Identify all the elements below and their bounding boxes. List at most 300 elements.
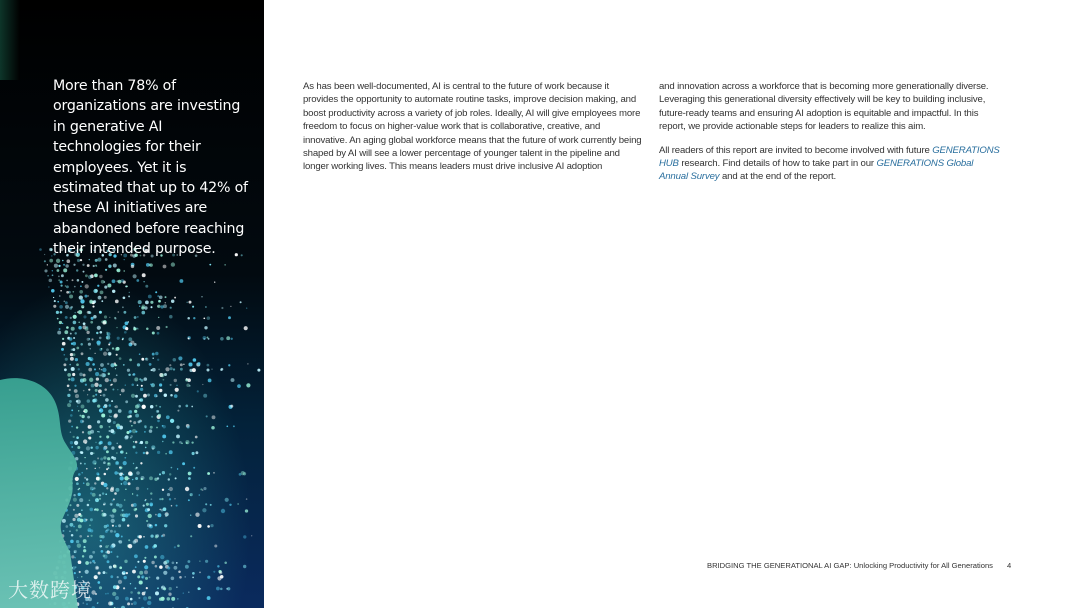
data-stream-dot: [108, 264, 111, 267]
data-stream-dot: [116, 374, 118, 376]
data-stream-dot: [107, 283, 111, 287]
data-stream-dot: [72, 291, 74, 293]
data-stream-dot: [78, 410, 79, 411]
data-stream-dot: [231, 378, 235, 382]
data-stream-dot: [179, 576, 182, 579]
data-stream-dot: [101, 545, 102, 546]
data-stream-dot: [106, 435, 109, 438]
data-stream-dot: [220, 337, 224, 341]
data-stream-dot: [130, 598, 133, 601]
data-stream-dot: [101, 550, 104, 553]
data-stream-dot: [116, 556, 118, 558]
data-stream-dot: [69, 523, 73, 527]
data-stream-dot: [74, 286, 76, 288]
data-stream-dot: [99, 498, 101, 500]
data-stream-dot: [170, 384, 172, 386]
data-stream-dot: [68, 378, 70, 380]
data-stream-dot: [98, 572, 101, 575]
data-stream-dot: [110, 429, 114, 433]
generations-survey-link[interactable]: GENERATIONS Global Annual Survey: [659, 158, 974, 183]
page-footer: [707, 561, 1012, 570]
data-stream-dot: [221, 307, 223, 309]
data-stream-dot: [69, 389, 71, 391]
data-stream-dot: [84, 477, 86, 479]
data-stream-dot: [219, 571, 222, 574]
data-stream-dot: [97, 581, 100, 584]
data-stream-dot: [93, 452, 94, 453]
data-stream-dot: [80, 451, 83, 454]
data-stream-dot: [162, 441, 163, 442]
data-stream-dot: [60, 290, 62, 292]
data-stream-dot: [113, 264, 117, 268]
data-stream-dot: [135, 477, 138, 480]
data-stream-dot: [81, 281, 83, 283]
data-stream-dot: [70, 357, 74, 361]
data-stream-dot: [95, 508, 97, 510]
data-stream-dot: [144, 377, 148, 381]
data-stream-dot: [66, 285, 69, 288]
data-stream-dot: [124, 270, 125, 271]
data-stream-dot: [76, 347, 79, 350]
data-stream-dot: [63, 264, 65, 266]
data-stream-dot: [198, 587, 201, 590]
data-stream-dot: [60, 284, 62, 286]
data-stream-dot: [83, 378, 87, 382]
data-stream-dot: [123, 576, 126, 579]
data-stream-dot: [87, 504, 90, 507]
data-stream-dot: [80, 515, 83, 518]
data-stream-dot: [60, 311, 63, 314]
data-stream-dot: [139, 420, 141, 422]
data-stream-dot: [77, 279, 80, 282]
data-stream-dot: [144, 565, 148, 569]
data-stream-dot: [99, 374, 101, 376]
data-stream-dot: [224, 562, 227, 565]
data-stream-dot: [204, 326, 207, 329]
data-stream-dot: [118, 580, 122, 584]
data-stream-dot: [76, 363, 79, 366]
data-stream-dot: [103, 394, 106, 397]
data-stream-dot: [116, 327, 117, 328]
data-stream-dot: [69, 530, 71, 532]
data-stream-dot: [135, 395, 138, 398]
data-stream-dot: [174, 394, 178, 398]
data-stream-dot: [177, 545, 180, 548]
data-stream-dot: [152, 331, 155, 334]
data-stream-dot: [99, 275, 102, 278]
data-stream-dot: [141, 379, 144, 382]
data-stream-dot: [82, 264, 84, 266]
data-stream-dot: [67, 514, 69, 516]
data-stream-dot: [228, 364, 230, 366]
data-stream-dot: [162, 534, 165, 537]
data-stream-dot: [71, 377, 75, 381]
data-stream-dot: [76, 529, 78, 531]
data-stream-dot: [71, 409, 73, 411]
data-stream-dot: [107, 419, 111, 423]
data-stream-dot: [136, 279, 139, 282]
data-stream-dot: [81, 415, 84, 418]
data-stream-dot: [103, 352, 107, 356]
data-stream-dot: [159, 389, 162, 392]
data-stream-dot: [162, 597, 164, 599]
data-stream-dot: [127, 602, 130, 605]
data-stream-dot: [69, 294, 73, 298]
data-stream-dot: [188, 472, 190, 474]
data-stream-dot: [130, 435, 132, 437]
data-stream-dot: [88, 368, 92, 372]
data-stream-dot: [178, 356, 182, 360]
data-stream-dot: [165, 302, 166, 303]
data-stream-dot: [185, 405, 188, 408]
data-stream-dot: [149, 263, 153, 267]
data-stream-dot: [205, 306, 207, 308]
data-stream-dot: [115, 300, 119, 304]
data-stream-dot: [86, 326, 89, 329]
data-stream-dot: [126, 286, 128, 288]
data-stream-dot: [90, 348, 91, 349]
data-stream-dot: [95, 498, 99, 502]
data-stream-dot: [91, 535, 93, 537]
data-stream-dot: [151, 416, 153, 418]
data-stream-dot: [110, 503, 113, 506]
data-stream-dot: [144, 431, 146, 433]
data-stream-dot: [103, 555, 107, 559]
data-stream-dot: [71, 446, 73, 448]
data-stream-dot: [151, 498, 153, 500]
data-stream-dot: [143, 281, 144, 282]
data-stream-dot: [113, 498, 115, 500]
data-stream-dot: [186, 302, 188, 304]
data-stream-dot: [176, 586, 178, 588]
data-stream-dot: [59, 321, 62, 324]
data-stream-dot: [139, 306, 140, 307]
data-stream-dot: [156, 395, 158, 397]
data-stream-dot: [44, 269, 47, 272]
data-stream-dot: [237, 503, 238, 504]
data-stream-dot: [151, 561, 154, 564]
data-stream-dot: [67, 385, 70, 388]
data-stream-dot: [149, 524, 151, 526]
data-stream-dot: [117, 269, 121, 273]
data-stream-dot: [134, 508, 137, 511]
data-stream-dot: [121, 279, 124, 282]
data-stream-dot: [69, 400, 72, 403]
data-stream-dot: [108, 467, 110, 469]
data-stream-dot: [170, 419, 174, 423]
data-stream-dot: [137, 316, 139, 318]
data-stream-dot: [115, 368, 116, 369]
data-stream-dot: [108, 463, 110, 465]
data-stream-dot: [70, 431, 72, 433]
data-stream-dot: [79, 415, 81, 417]
data-stream-dot: [136, 494, 138, 496]
data-stream-dot: [134, 410, 137, 413]
data-stream-dot: [103, 406, 105, 408]
data-stream-dot: [155, 524, 158, 527]
data-stream-dot: [63, 354, 65, 356]
data-stream-dot: [206, 415, 208, 417]
data-stream-dot: [88, 295, 89, 296]
data-stream-dot: [145, 285, 148, 288]
data-stream-dot: [156, 577, 159, 580]
data-stream-dot: [157, 513, 161, 517]
data-stream-dot: [93, 265, 95, 267]
data-stream-dot: [176, 562, 178, 564]
data-stream-dot: [175, 477, 177, 479]
data-stream-dot: [231, 338, 233, 340]
data-stream-dot: [103, 456, 106, 459]
data-stream-dot: [195, 451, 198, 454]
data-stream-dot: [74, 312, 75, 313]
data-stream-dot: [150, 301, 153, 304]
data-stream-dot: [73, 526, 75, 528]
data-stream-dot: [109, 317, 110, 318]
data-stream-dot: [130, 341, 134, 345]
data-stream-dot: [134, 316, 137, 319]
data-stream-dot: [128, 337, 132, 341]
data-stream-dot: [169, 473, 171, 475]
data-stream-dot: [73, 518, 76, 521]
data-stream-dot: [107, 333, 109, 335]
data-stream-dot: [96, 377, 99, 380]
data-stream-dot: [65, 525, 68, 528]
data-stream-dot: [124, 457, 126, 459]
data-stream-dot: [123, 311, 126, 314]
data-stream-dot: [128, 321, 129, 322]
data-stream-dot: [127, 369, 130, 372]
data-stream-dot: [189, 385, 191, 387]
data-stream-dot: [133, 503, 137, 507]
data-stream-dot: [107, 560, 110, 563]
data-stream-dot: [143, 452, 145, 454]
data-stream-dot: [173, 566, 177, 570]
data-stream-dot: [123, 364, 125, 366]
data-stream-dot: [226, 425, 228, 427]
data-stream-dot: [102, 368, 106, 372]
data-stream-dot: [89, 524, 91, 526]
data-stream-dot: [72, 342, 76, 346]
data-stream-dot: [83, 322, 86, 325]
data-stream-dot: [86, 603, 88, 605]
data-stream-dot: [201, 296, 202, 297]
data-stream-dot: [192, 572, 195, 575]
data-stream-dot: [173, 368, 175, 370]
data-stream-dot: [129, 420, 131, 422]
data-stream-dot: [138, 300, 142, 304]
data-stream-dot: [155, 534, 157, 536]
data-stream-dot: [97, 603, 98, 604]
data-stream-dot: [112, 525, 114, 527]
data-stream-dot: [39, 248, 42, 251]
data-stream-dot: [59, 328, 61, 330]
data-stream-dot: [76, 504, 79, 507]
data-stream-dot: [141, 311, 145, 315]
data-stream-dot: [141, 575, 144, 578]
data-stream-dot: [122, 306, 124, 308]
data-stream-dot: [125, 400, 128, 403]
data-stream-dot: [95, 442, 97, 444]
data-stream-dot: [140, 462, 142, 464]
data-stream-dot: [246, 383, 250, 387]
data-stream-dot: [74, 441, 78, 445]
data-stream-dot: [228, 316, 231, 319]
data-stream-dot: [76, 400, 80, 404]
data-stream-dot: [79, 571, 81, 573]
data-stream-dot: [90, 518, 93, 521]
data-stream-dot: [54, 264, 58, 268]
data-stream-dot: [179, 279, 183, 283]
data-stream-dot: [133, 601, 137, 605]
data-stream-dot: [104, 525, 107, 528]
paragraph-text: research. Find details of how to take part in our: [678, 158, 877, 170]
data-stream-dot: [122, 338, 124, 340]
data-stream-dot: [89, 508, 93, 512]
data-stream-dot: [157, 410, 159, 412]
data-stream-dot: [125, 489, 126, 490]
data-stream-dot: [64, 368, 67, 371]
data-stream-dot: [58, 265, 60, 267]
data-stream-dot: [52, 274, 54, 276]
data-stream-dot: [169, 587, 172, 590]
data-stream-dot: [103, 503, 106, 506]
data-stream-dot: [163, 507, 167, 511]
data-stream-dot: [79, 498, 83, 502]
generations-hub-link[interactable]: GENERATIONS HUB: [659, 144, 1000, 170]
data-stream-dot: [71, 367, 75, 371]
data-stream-dot: [174, 297, 176, 299]
data-stream-dot: [185, 565, 189, 569]
data-stream-dot: [90, 452, 93, 455]
data-stream-dot: [114, 492, 117, 495]
data-stream-dot: [111, 519, 115, 523]
data-stream-dot: [100, 291, 104, 295]
data-stream-dot: [63, 268, 67, 272]
data-stream-dot: [74, 514, 78, 518]
data-stream-dot: [119, 357, 122, 360]
data-stream-dot: [131, 603, 133, 605]
footer-title: BRIDGING THE GENERATIONAL AI GAP: Unlocking Productivity for All Generations: [707, 561, 993, 570]
data-stream-dot: [67, 373, 71, 377]
data-stream-dot: [83, 539, 87, 543]
data-stream-dot: [83, 315, 86, 318]
data-stream-dot: [88, 275, 92, 279]
data-stream-dot: [120, 467, 122, 469]
data-stream-dot: [145, 545, 149, 549]
data-stream-dot: [82, 420, 84, 422]
data-stream-dot: [240, 301, 242, 303]
data-stream-dot: [144, 500, 145, 501]
data-stream-dot: [144, 557, 146, 559]
data-stream-dot: [111, 446, 114, 449]
data-stream-dot: [98, 431, 100, 433]
data-stream-dot: [49, 279, 53, 283]
data-stream-dot: [171, 467, 173, 469]
data-stream-dot: [112, 389, 114, 391]
data-stream-dot: [57, 301, 59, 303]
data-stream-dot: [87, 264, 90, 267]
data-stream-dot: [134, 554, 138, 558]
data-stream-dot: [94, 575, 98, 579]
data-stream-dot: [159, 498, 161, 500]
data-stream-dot: [99, 410, 100, 411]
data-stream-dot: [131, 394, 135, 398]
data-stream-dot: [165, 367, 169, 371]
data-stream-dot: [128, 295, 130, 297]
data-stream-dot: [185, 487, 189, 491]
data-stream-dot: [172, 441, 174, 443]
data-stream-dot: [171, 597, 175, 601]
data-stream-dot: [205, 560, 208, 563]
data-stream-dot: [70, 317, 72, 319]
data-stream-dot: [77, 544, 81, 548]
data-stream-dot: [109, 426, 111, 428]
data-stream-dot: [178, 571, 181, 574]
data-stream-dot: [169, 487, 173, 491]
data-stream-dot: [58, 276, 60, 278]
data-stream-dot: [199, 572, 201, 574]
data-stream-dot: [75, 394, 79, 398]
data-stream-dot: [94, 383, 98, 387]
data-stream-dot: [190, 515, 191, 516]
data-stream-dot: [137, 384, 139, 386]
data-stream-dot: [157, 359, 159, 361]
data-stream-dot: [108, 409, 112, 413]
data-stream-dot: [77, 406, 78, 407]
data-stream-dot: [85, 284, 89, 288]
data-stream-dot: [129, 359, 132, 362]
data-stream-dot: [87, 416, 90, 419]
data-stream-dot: [120, 476, 124, 480]
data-stream-dot: [113, 585, 117, 589]
data-stream-dot: [163, 265, 167, 269]
data-stream-dot: [62, 260, 64, 262]
data-stream-dot: [132, 493, 133, 494]
data-stream-dot: [54, 300, 56, 302]
data-stream-dot: [135, 441, 138, 444]
data-stream-dot: [198, 362, 201, 365]
data-stream-dot: [191, 406, 193, 408]
data-stream-dot: [162, 425, 164, 427]
data-stream-dot: [68, 419, 71, 422]
data-stream-dot: [85, 274, 88, 277]
data-stream-dot: [112, 592, 116, 596]
data-stream-dot: [149, 502, 153, 506]
data-stream-dot: [190, 493, 193, 496]
data-stream-dot: [105, 378, 109, 382]
data-stream-dot: [81, 405, 85, 409]
data-stream-dot: [133, 540, 137, 544]
data-stream-dot: [44, 254, 45, 255]
data-stream-dot: [210, 524, 213, 527]
data-stream-dot: [167, 493, 170, 496]
body-paragraph-1: As has been well-documented, AI is central to the future of work because it provides the opportunity to automate routine tasks, improve decision making, and boost productivity across a variety of job roles. Ideally, AI will give employees more freedom to focus on higher-value work that is collaborative, creative, and innovative. An aging global workforce means that the future of work currently being shaped by AI will see a lower percentage of younger talent in the pipeline and longer working lives. This means leaders must drive inclusive AI adoption: [303, 81, 642, 173]
data-stream-dot: [115, 488, 119, 492]
data-stream-dot: [229, 504, 231, 506]
data-stream-dot: [167, 567, 170, 570]
data-stream-dot: [123, 587, 125, 589]
data-stream-dot: [72, 566, 75, 569]
data-stream-dot: [168, 478, 170, 480]
data-stream-dot: [76, 436, 79, 439]
data-stream-dot: [128, 373, 131, 376]
data-stream-dot: [205, 503, 207, 505]
data-stream-dot: [110, 530, 113, 533]
data-stream-dot: [108, 601, 112, 605]
data-stream-dot: [80, 519, 84, 523]
data-stream-dot: [107, 593, 109, 595]
data-stream-dot: [150, 405, 153, 408]
